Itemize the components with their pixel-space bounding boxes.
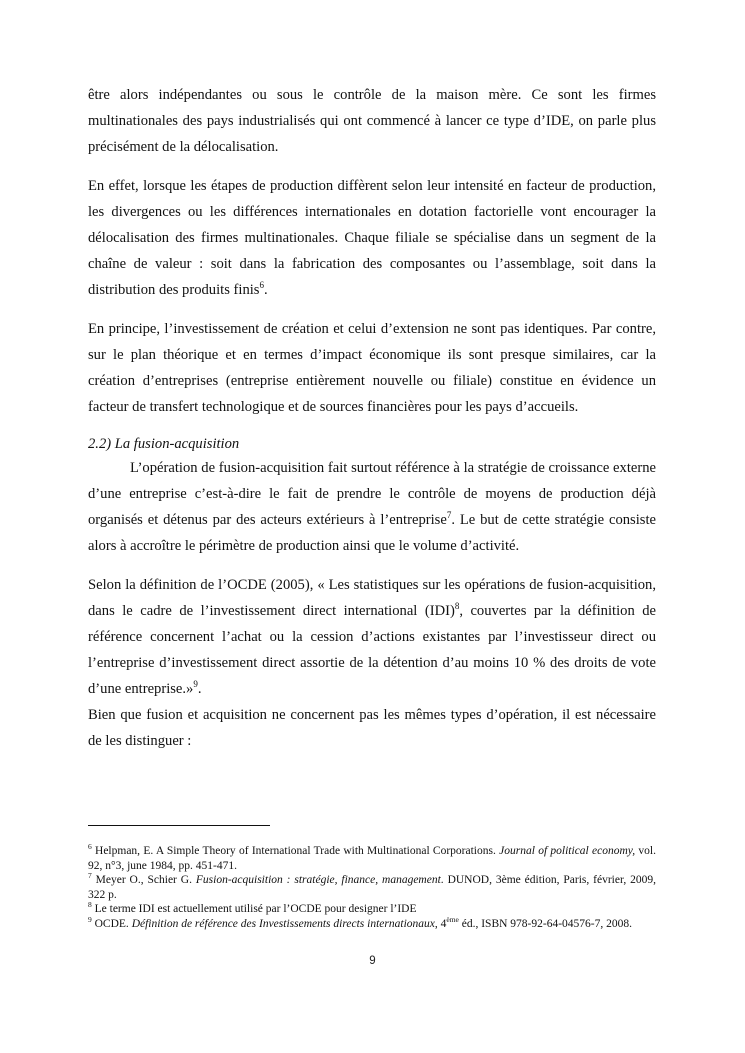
footnote-9-superscript: ème — [446, 915, 459, 925]
footnote-8 — [88, 902, 656, 917]
footnote-7-number: 7 — [88, 871, 92, 881]
paragraph-5-end: . — [197, 681, 202, 697]
footnote-6-number: 6 — [88, 842, 92, 852]
footnote-7-details: . DUNOD, 3ème édition, Paris, février, 2009, 322 p. — [88, 874, 656, 901]
footnote-7 — [88, 873, 656, 902]
paragraph-6-text: Bien que fusion et acquisition ne concernent pas les mêmes types d’opération, il est nécessaire de les distinguer : — [88, 707, 656, 749]
footnote-9-edition: , 4 — [434, 917, 447, 930]
paragraph-4-text: L’opération de fusion-acquisition fait surtout référence à la stratégie de croissance externe d’une entreprise c’est-à-dire le fait de prendre le contrôle de moyens de production déjà organisés et détenus par des acteurs extérieurs à l’entreprise — [88, 460, 656, 528]
footnote-6-title: Journal of political economy, — [499, 845, 636, 857]
footnote-6 — [88, 844, 656, 873]
paragraph-3-text: En principe, l’investissement de création et celui d’extension ne sont pas identiques. Par contre, sur le plan théorique et en termes d’impact économique ils sont presque similaires, car la création d’entreprises (entreprise entièrement nouvelle ou filiale) constitue en évidence un facteur de transfert technologique et de sources financières pour les pays d’accueils. — [88, 321, 656, 415]
footnote-6-text: Helpman, E. A Simple Theory of International Trade with Multinational Corporations. — [91, 845, 500, 857]
footnote-ref-8: 8 — [454, 601, 460, 612]
paragraph-2-text: En effet, lorsque les étapes de production diffèrent selon leur intensité en facteur de production, les divergences ou les différences internationales en dotation factorielle vont encourager la délocalisation des firmes multinationales. Chaque filiale se spécialise dans un segment de la chaîne de valeur : soit dans la fabrication des composantes ou l’assemblage, soit dans la distribution des produits finis — [88, 178, 656, 298]
footnote-7-title: Fusion-acquisition : stratégie, finance, management — [195, 874, 441, 887]
paragraph-2-end: . — [263, 282, 268, 298]
footnote-7-text: Meyer O., Schier G. — [91, 874, 196, 887]
paragraph-3 — [88, 316, 656, 420]
footnote-ref-6: 6 — [259, 280, 264, 291]
footnote-ref-9: 9 — [193, 679, 198, 690]
footnote-8-text: Le terme IDI est actuellement utilisé par l’OCDE pour designer l’IDE — [91, 903, 417, 916]
footnote-9-details: éd., ISBN 978-92-64-04576-7, 2008. — [458, 917, 632, 930]
paragraph-1-text: être alors indépendantes ou sous le contrôle de la maison mère. Ce sont les firmes multinationales des pays industrialisés qui ont commencé à lancer ce type d’IDE, on parle plus précisément de la délocalisation. — [88, 87, 656, 155]
paragraph-5-text-a: Selon la définition de l’OCDE (2005), « Les statistiques sur les opérations de fusion-acquisition, dans le cadre de l’investissement direct international (IDI) — [88, 577, 656, 619]
footnotes — [88, 825, 656, 932]
section-heading: 2.2) La fusion-acquisition — [88, 436, 240, 452]
footnote-6-details: vol. 92, n°3, june 1984, pp. 451-471. — [88, 845, 656, 872]
paragraph-6 — [88, 702, 656, 754]
footnote-9-title: Définition de référence des Investissements directs internationaux — [131, 917, 435, 930]
paragraph-4-end: . Le but de cette stratégie consiste alors à accroître le périmètre de production ainsi que le volume d’activité. — [88, 512, 656, 554]
paragraph-1 — [88, 82, 656, 160]
paragraph-5 — [88, 572, 656, 702]
footnote-ref-7: 7 — [446, 510, 452, 521]
footnote-separator — [88, 825, 270, 826]
paragraph-2 — [88, 173, 656, 303]
footnote-9 — [88, 917, 656, 932]
footnote-9-number: 9 — [88, 915, 92, 925]
paragraph-5-text-b: , couvertes par la définition de référence concernent l’achat ou la cession d’actions existantes par l’investisseur direct ou l’entreprise d’investissement direct assortie de la détention d’au moins 10 % des droits de vote d’une entreprise.» — [88, 603, 656, 697]
paragraph-4 — [88, 455, 656, 559]
footnote-9-text: OCDE. — [91, 917, 132, 930]
footnote-8-number: 8 — [88, 900, 92, 910]
page-number: 9 — [369, 955, 376, 967]
document-body — [88, 82, 656, 767]
